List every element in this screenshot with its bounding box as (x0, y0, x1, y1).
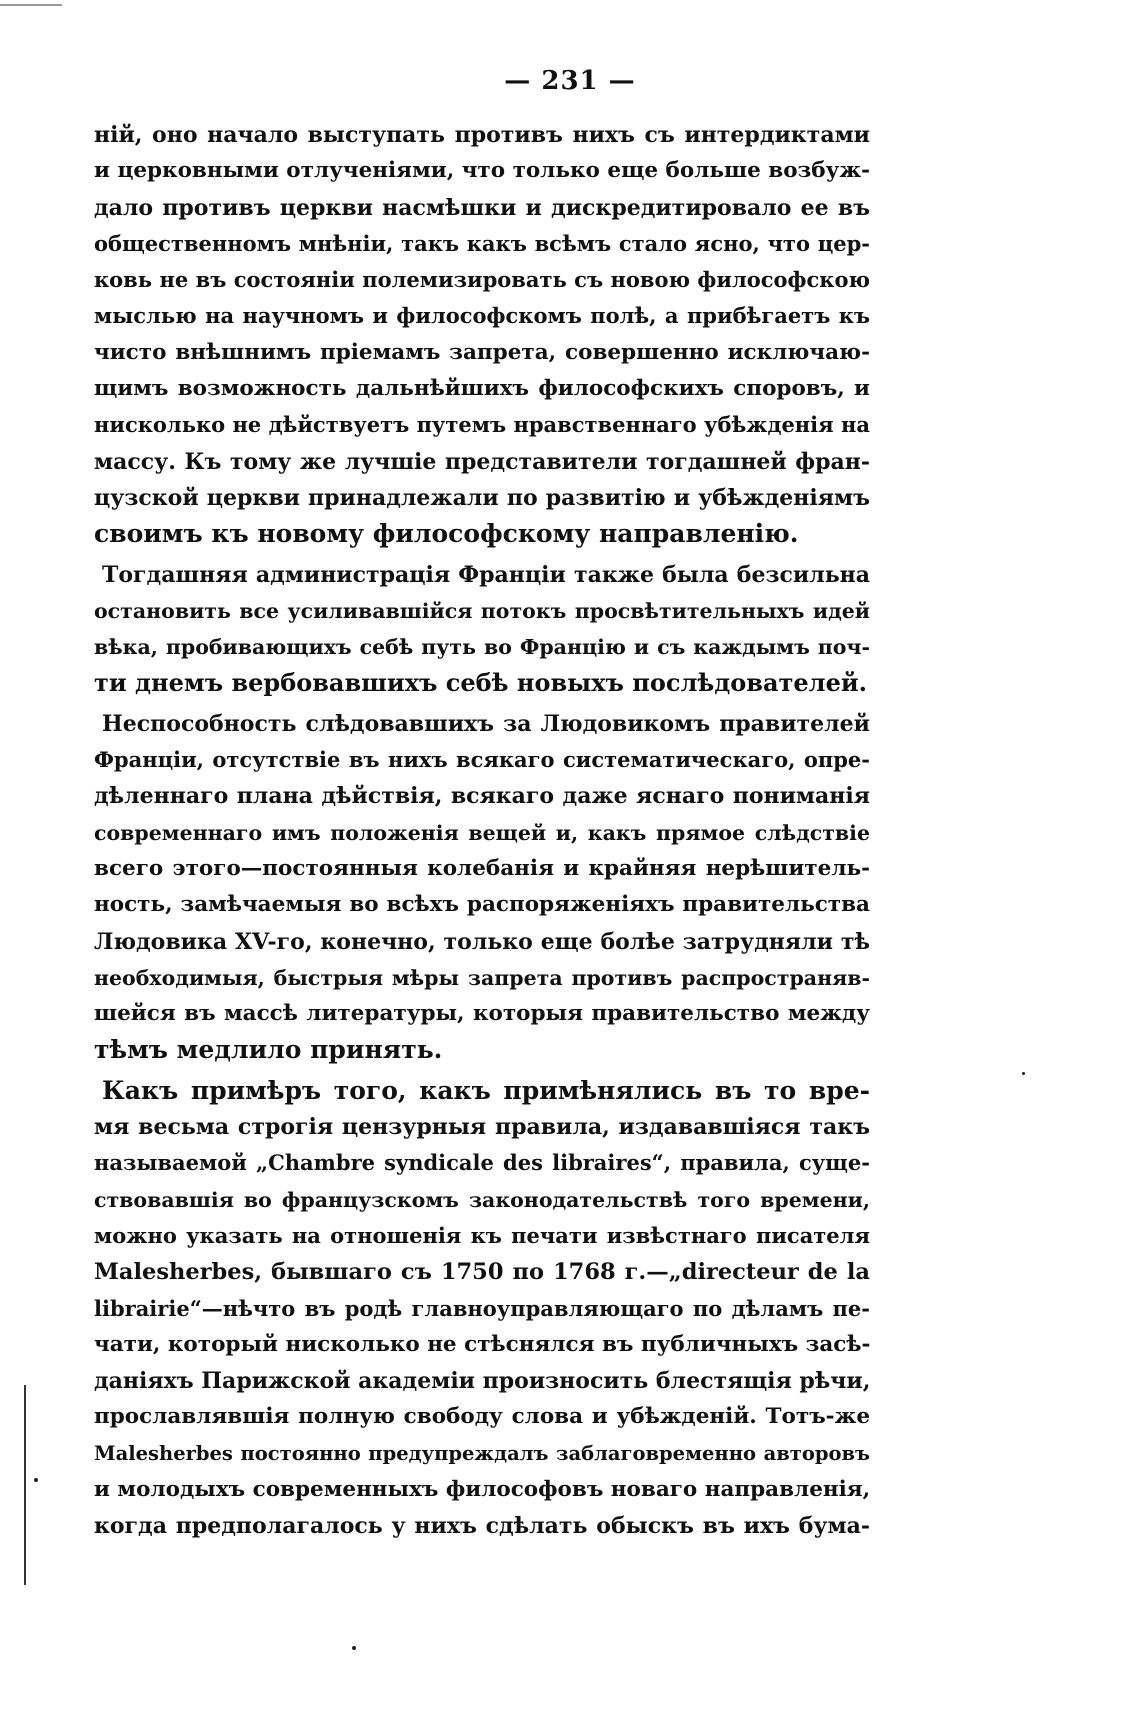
text-line: ность, замѣчаемыя во всѣхъ распоряженіяхъ правительства (94, 892, 870, 918)
text-line: когда предполагалось у нихъ сдѣлать обыскъ въ ихъ бума- (94, 1513, 870, 1540)
scan-edge-line (0, 4, 62, 6)
margin-line (24, 1385, 26, 1585)
text-line: остановить все усиливавшійся потокъ просвѣтительныхъ идей (94, 598, 870, 623)
text-line: современнаго имъ положенія вещей и, какъ прямое слѣдствіе (94, 820, 870, 845)
ink-speck (352, 1646, 356, 1650)
text-line: ствовавшія во французскомъ законодательствѣ того времени, (94, 1187, 870, 1212)
paragraph-1 (94, 117, 870, 553)
text-line: Malesherbes, бывшаго съ 1750 по 1768 г.—„directeur de la (94, 1259, 870, 1286)
text-line: Неспособность слѣдовавшихъ за Людовикомъ правителей (102, 710, 870, 737)
text-line: массу. Къ тому же лучшіе представители тогдашней фран- (94, 448, 870, 475)
text-line: дѣленнаго плана дѣйствія, всякаго даже яснаго пониманія (94, 783, 870, 810)
text-line: даніяхъ Парижской академіи произносить блестящія рѣчи, (94, 1368, 870, 1395)
text-line: щимъ возможность дальнѣйшихъ философскихъ споровъ, и (94, 376, 870, 402)
text-line: мыслью на научномъ и философскомъ полѣ, а прибѣгаетъ къ (94, 303, 870, 329)
body-text (94, 117, 870, 1545)
text-line: и молодыхъ современныхъ философовъ новаго направленія, (94, 1476, 870, 1502)
text-line: Тогдашняя администрація Франціи также была безсильна (102, 561, 870, 588)
text-line: librairie“—нѣчто въ родѣ главноуправляющаго по дѣламъ пе- (94, 1295, 870, 1321)
text-line: нисколько не дѣйствуетъ путемъ нравственнаго убѣжденія на (94, 412, 870, 438)
text-line: вѣка, пробивающихъ себѣ путь во Францію и съ каждымъ поч- (94, 635, 870, 660)
text-line: ти днемъ вербовавшихъ себѣ новыхъ послѣдователей. (94, 668, 867, 698)
text-line: дало противъ церкви насмѣшки и дискредитировало ее въ (94, 194, 870, 221)
text-line: и церковными отлученіями, что только еще больше возбуж- (94, 158, 870, 184)
text-line: Франціи, отсутствіе въ нихъ всякаго систематическаго, опре- (94, 747, 870, 773)
text-line: ковь не въ состояніи полемизировать съ новою философскою (94, 267, 870, 293)
text-line: прославлявшія полную свободу слова и убѣжденій. Тотъ-же (94, 1404, 870, 1430)
paragraph-2 (94, 557, 870, 702)
page-number: — 231 — (504, 66, 636, 96)
ink-speck (1022, 1072, 1025, 1075)
text-line: необходимыя, быстрыя мѣры запрета противъ распространяв- (94, 965, 870, 990)
ink-speck (34, 1478, 38, 1482)
text-line: своимъ къ новому философскому направленію. (94, 519, 799, 549)
text-line: можно указать на отношенія къ печати извѣстнаго писателя (94, 1222, 870, 1248)
text-line: Malesherbes постоянно предупреждалъ заблаговременно авторовъ (94, 1441, 870, 1465)
paragraph-3 (94, 706, 870, 1069)
text-line: общественномъ мнѣніи, такъ какъ всѣмъ стало ясно, что цер- (94, 230, 870, 256)
text-line: мя весьма строгія цензурныя правила, издававшіяся такъ (94, 1114, 870, 1141)
text-line: ній, оно начало выступать противъ нихъ съ интердиктами (94, 122, 870, 148)
text-line: чисто внѣшнимъ пріемамъ запрета, совершенно исключаю- (94, 339, 870, 365)
paragraph-4 (94, 1073, 870, 1545)
text-line: тѣмъ медлило принять. (94, 1035, 443, 1065)
text-line: шейся въ массѣ литературы, которыя правительство между (94, 1001, 870, 1027)
text-line: называемой „Chambre syndicale des libraires“, правила, суще- (94, 1150, 870, 1176)
text-line: цузской церкви принадлежали по развитію и убѣжденіямъ (94, 484, 870, 511)
text-line: всего этого—постоянныя колебанія и крайняя нерѣшитель- (94, 855, 870, 881)
text-line: Какъ примѣръ того, какъ примѣнялись въ то вре- (102, 1075, 870, 1105)
text-line: Людовика XV-го, конечно, только еще болѣе затрудняли тѣ (94, 928, 870, 955)
text-line: чати, который нисколько не стѣснялся въ публичныхъ засѣ- (94, 1331, 870, 1357)
